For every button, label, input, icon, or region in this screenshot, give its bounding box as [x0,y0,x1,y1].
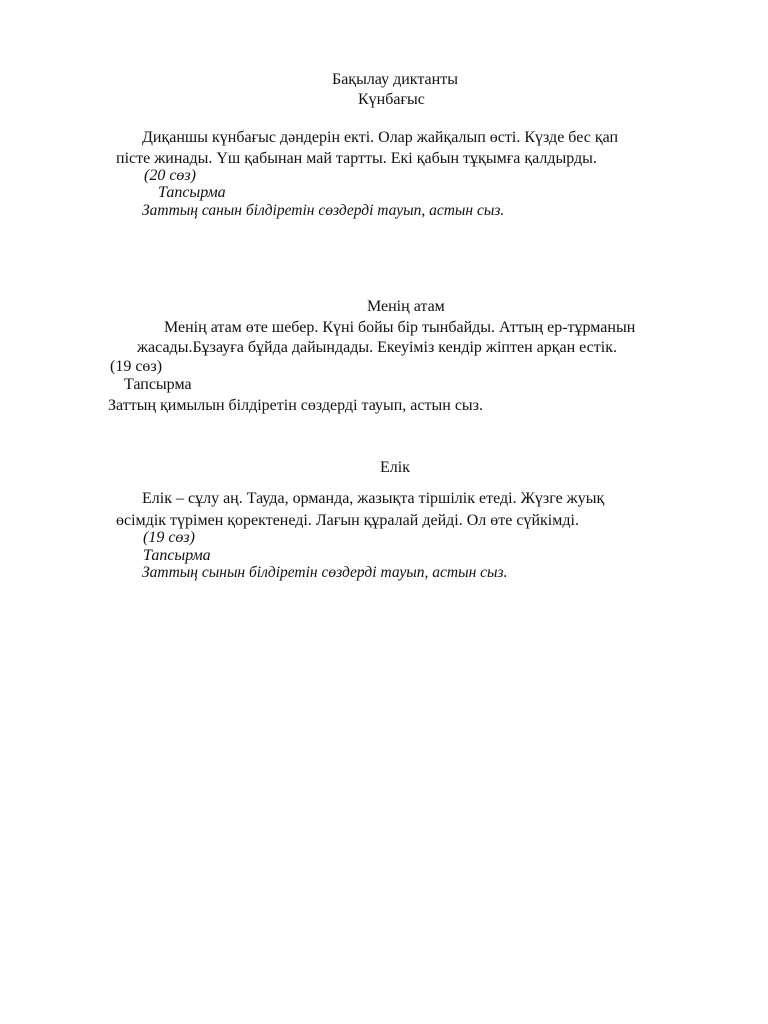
section1-task-label: Тапсырма [158,184,226,201]
section3-title: Елік [380,459,410,476]
section1-paragraph-line-2: пісте жинады. Үш қабынан май тартты. Екі қабын тұқымға қалдырды. [116,150,597,167]
section3-paragraph-line-2: өсімдік түрімен қоректенеді. Лағын құралай дейді. Ол өте сүйкімді. [116,512,579,529]
section1-title: Күнбағыс [358,91,425,108]
section1-task-text: Заттың санын білдіретін сөздерді тауып, астын сыз. [142,202,505,219]
document-title: Бақылау диктанты [332,71,458,88]
section2-paragraph-line-2: жасады.Бұзауға бұйда дайындады. Екеуіміз кендір жіптен арқан естік. [137,339,617,356]
section3-paragraph-line-1: Елік – сұлу аң. Тауда, орманда, жазықта тіршілік етеді. Жүзге жуық [142,490,605,507]
section2-task-text: Заттың қимылын білдіретін сөздерді тауып, астын сыз. [108,397,483,414]
section2-task-label: Тапсырма [124,376,192,393]
section2-title: Менің атам [367,298,445,315]
section2-paragraph-line-1: Менің атам өте шебер. Күні бойы бір тынбайды. Аттың ер-тұрманын [164,319,636,336]
section3-task-label: Тапсырма [143,547,211,564]
section1-word-count: (20 сөз) [144,167,196,184]
section2-word-count: (19 сөз) [110,358,163,375]
section1-paragraph-line-1: Диқаншы күнбағыс дәндерін екті. Олар жайқалып өсті. Күзде бес қап [142,129,619,146]
section3-task-text: Заттың сынын білдіретін сөздерді тауып, астын сыз. [142,564,508,581]
section3-word-count: (19 сөз) [143,529,195,546]
